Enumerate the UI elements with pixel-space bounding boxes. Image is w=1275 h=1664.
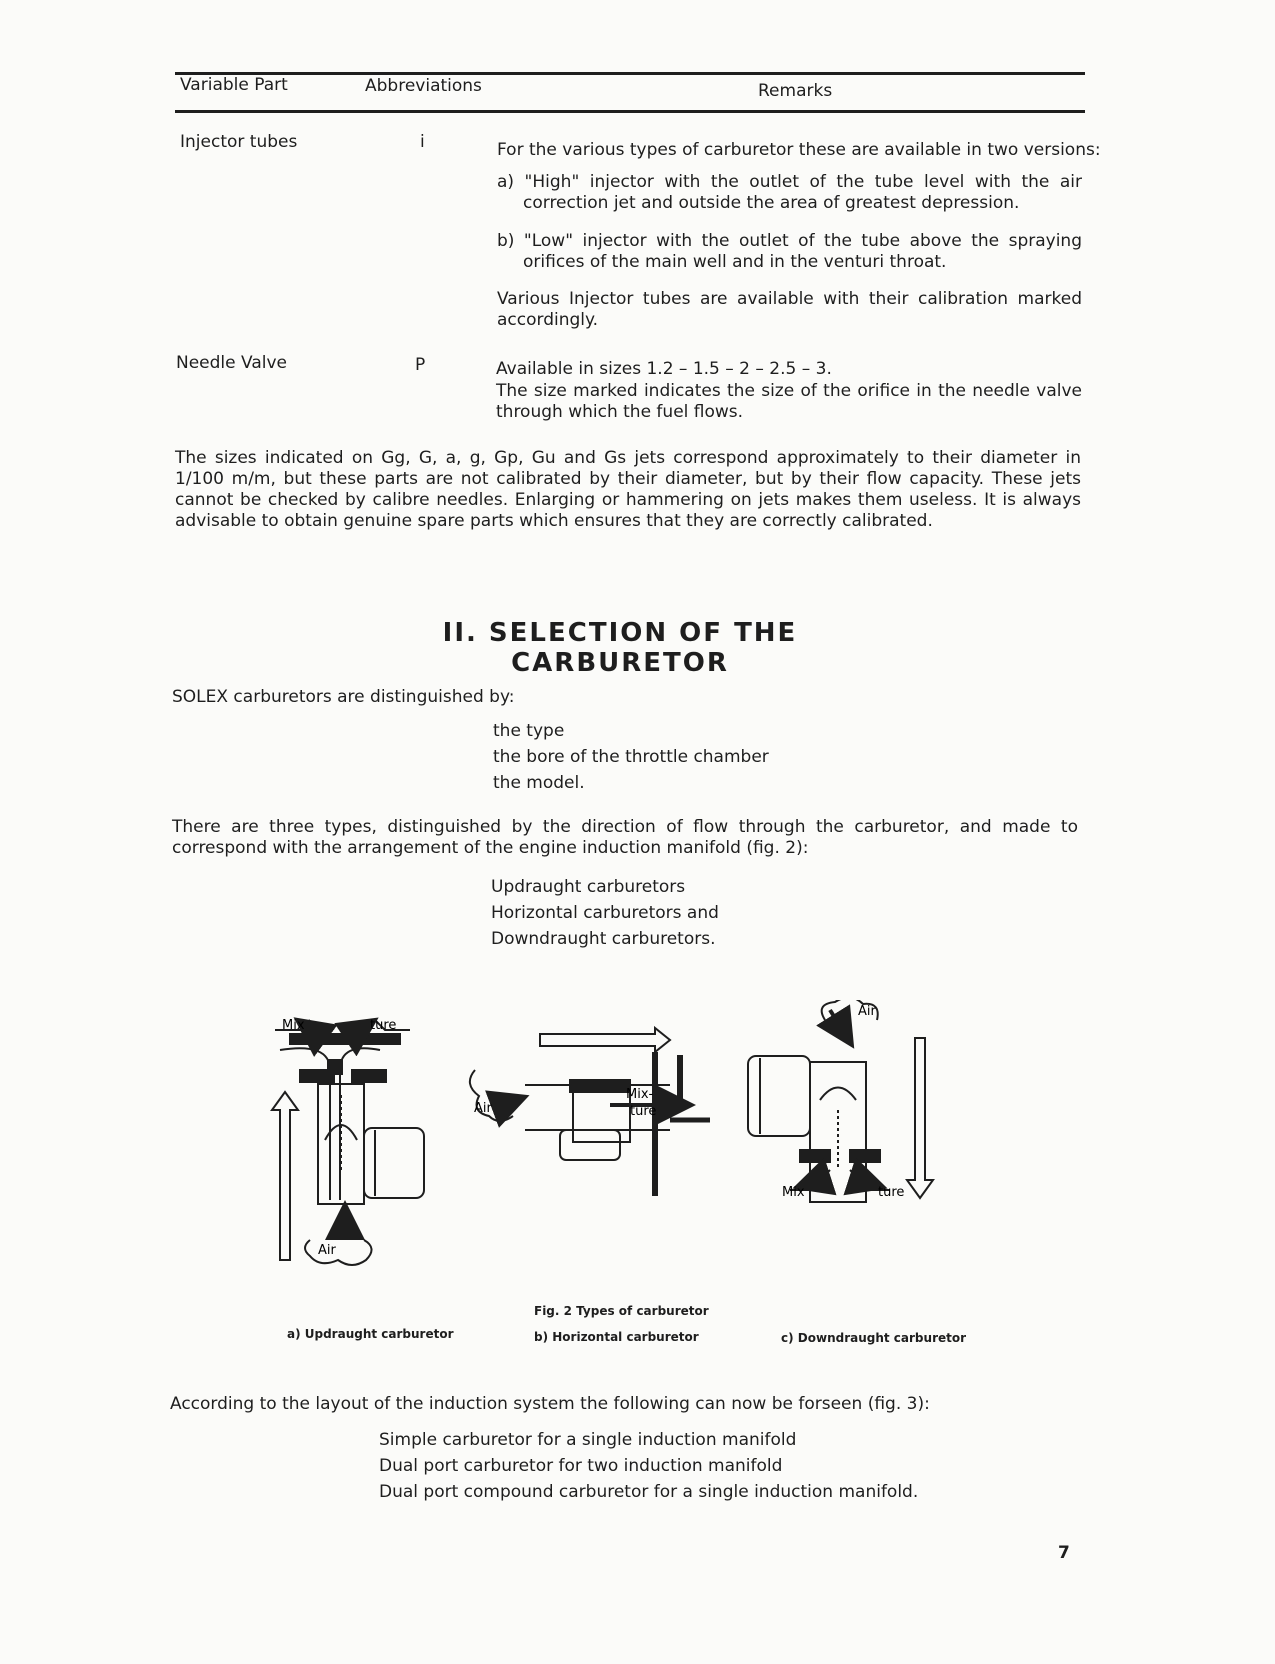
distinguished-list xyxy=(493,718,769,796)
col-header-abbreviations: Abbreviations xyxy=(365,76,482,96)
updraught-mix-label: Mix xyxy=(282,1018,305,1033)
table-top-rule xyxy=(175,72,1085,75)
page-number: 7 xyxy=(1058,1543,1070,1563)
row-injector-tubes-remark-2: a) "High" injector with the outlet of the tube level with the air correction jet and outside the area of greatest depression. xyxy=(497,172,1082,213)
row-injector-tubes-abbr: i xyxy=(420,132,425,152)
horizontal-air-label: Air xyxy=(474,1101,492,1116)
row-injector-tubes-remark-3: b) "Low" injector with the outlet of the tube above the spraying orifices of the main well and in the venturi throat. xyxy=(497,231,1082,272)
list-item: Horizontal carburetors and xyxy=(491,903,719,923)
caption-horizontal: b) Horizontal carburetor xyxy=(534,1330,699,1344)
fig2-title: Fig. 2 Types of carburetor xyxy=(534,1304,709,1318)
distinguished-intro: SOLEX carburetors are distinguished by: xyxy=(172,687,515,707)
caption-downdraught: c) Downdraught carburetor xyxy=(781,1331,967,1345)
row-needle-valve-remark-1: Available in sizes 1.2 – 1.5 – 2 – 2.5 – 3. xyxy=(496,359,832,379)
row-needle-valve-remark-2: The size marked indicates the size of the orifice in the needle valve through which the fuel flows. xyxy=(496,381,1082,422)
downdraught-ture-arrow-icon xyxy=(855,1178,880,1186)
horizontal-carburetor-diagram xyxy=(470,1028,710,1196)
layout-paragraph: According to the layout of the induction system the following can now be forseen (fig. 3): xyxy=(170,1394,930,1414)
horizontal-mix-label: Mix- xyxy=(626,1087,654,1102)
updraught-carburetor-diagram xyxy=(272,1020,424,1260)
updraught-ture-label: ture xyxy=(370,1018,397,1033)
row-injector-tubes-remark-1: For the various types of carburetor these are available in two versions: xyxy=(497,140,1101,160)
list-item: Dual port compound carburetor for a single induction manifold. xyxy=(379,1482,919,1502)
list-item: Updraught carburetors xyxy=(491,877,686,897)
row-injector-tubes-part: Injector tubes xyxy=(180,132,298,152)
updraught-air-cloud-icon xyxy=(305,1240,372,1265)
downdraught-air-arrow-icon xyxy=(830,1010,850,1042)
updraught-air-label: Air xyxy=(318,1243,336,1258)
caption-updraught: a) Updraught carburetor xyxy=(287,1327,454,1341)
row-injector-tubes-remark-4: Various Injector tubes are available with their calibration marked accordingly. xyxy=(497,289,1082,330)
types-list xyxy=(491,874,719,952)
list-item: the type xyxy=(493,721,565,741)
list-item: the bore of the throttle chamber xyxy=(493,747,769,767)
downdraught-mix-label: Mix xyxy=(782,1185,805,1200)
horizontal-air-arrow-icon xyxy=(495,1098,522,1108)
section-title: II. SELECTION OF THE CARBURETOR xyxy=(442,618,798,678)
downdraught-ture-label: ture xyxy=(878,1185,905,1200)
row-needle-valve-part: Needle Valve xyxy=(176,353,287,373)
list-item: the model. xyxy=(493,773,585,793)
list-item: Downdraught carburetors. xyxy=(491,929,716,949)
types-paragraph: There are three types, distinguished by the direction of flow through the carburetor, and made to correspond with the arrangement of the engine induction manifold (fig. 2): xyxy=(172,817,1078,858)
layout-list xyxy=(379,1427,918,1505)
list-item: Simple carburetor for a single induction manifold xyxy=(379,1430,797,1450)
fig2-carburetor-types xyxy=(270,1000,970,1300)
jets-paragraph: The sizes indicated on Gg, G, a, g, Gp, Gu and Gs jets correspond approximately to their diameter in 1/100 m/m, but these parts are not calibrated by their diameter, but by their flow capacity. These jets cannot be checked by calibre needles. Enlarging or hammering on jets makes them useless. It is always advisable to obtain genuine spare parts which ensures that they are correctly calibrated. xyxy=(175,448,1081,531)
col-header-remarks: Remarks xyxy=(758,81,833,101)
list-item: Dual port carburetor for two induction manifold xyxy=(379,1456,783,1476)
downdraught-air-label: Air xyxy=(858,1004,876,1019)
horizontal-ture-label: ture xyxy=(630,1104,657,1119)
col-header-variable-part: Variable Part xyxy=(180,75,288,95)
table-header-rule xyxy=(175,110,1085,113)
row-needle-valve-abbr: P xyxy=(415,355,426,375)
